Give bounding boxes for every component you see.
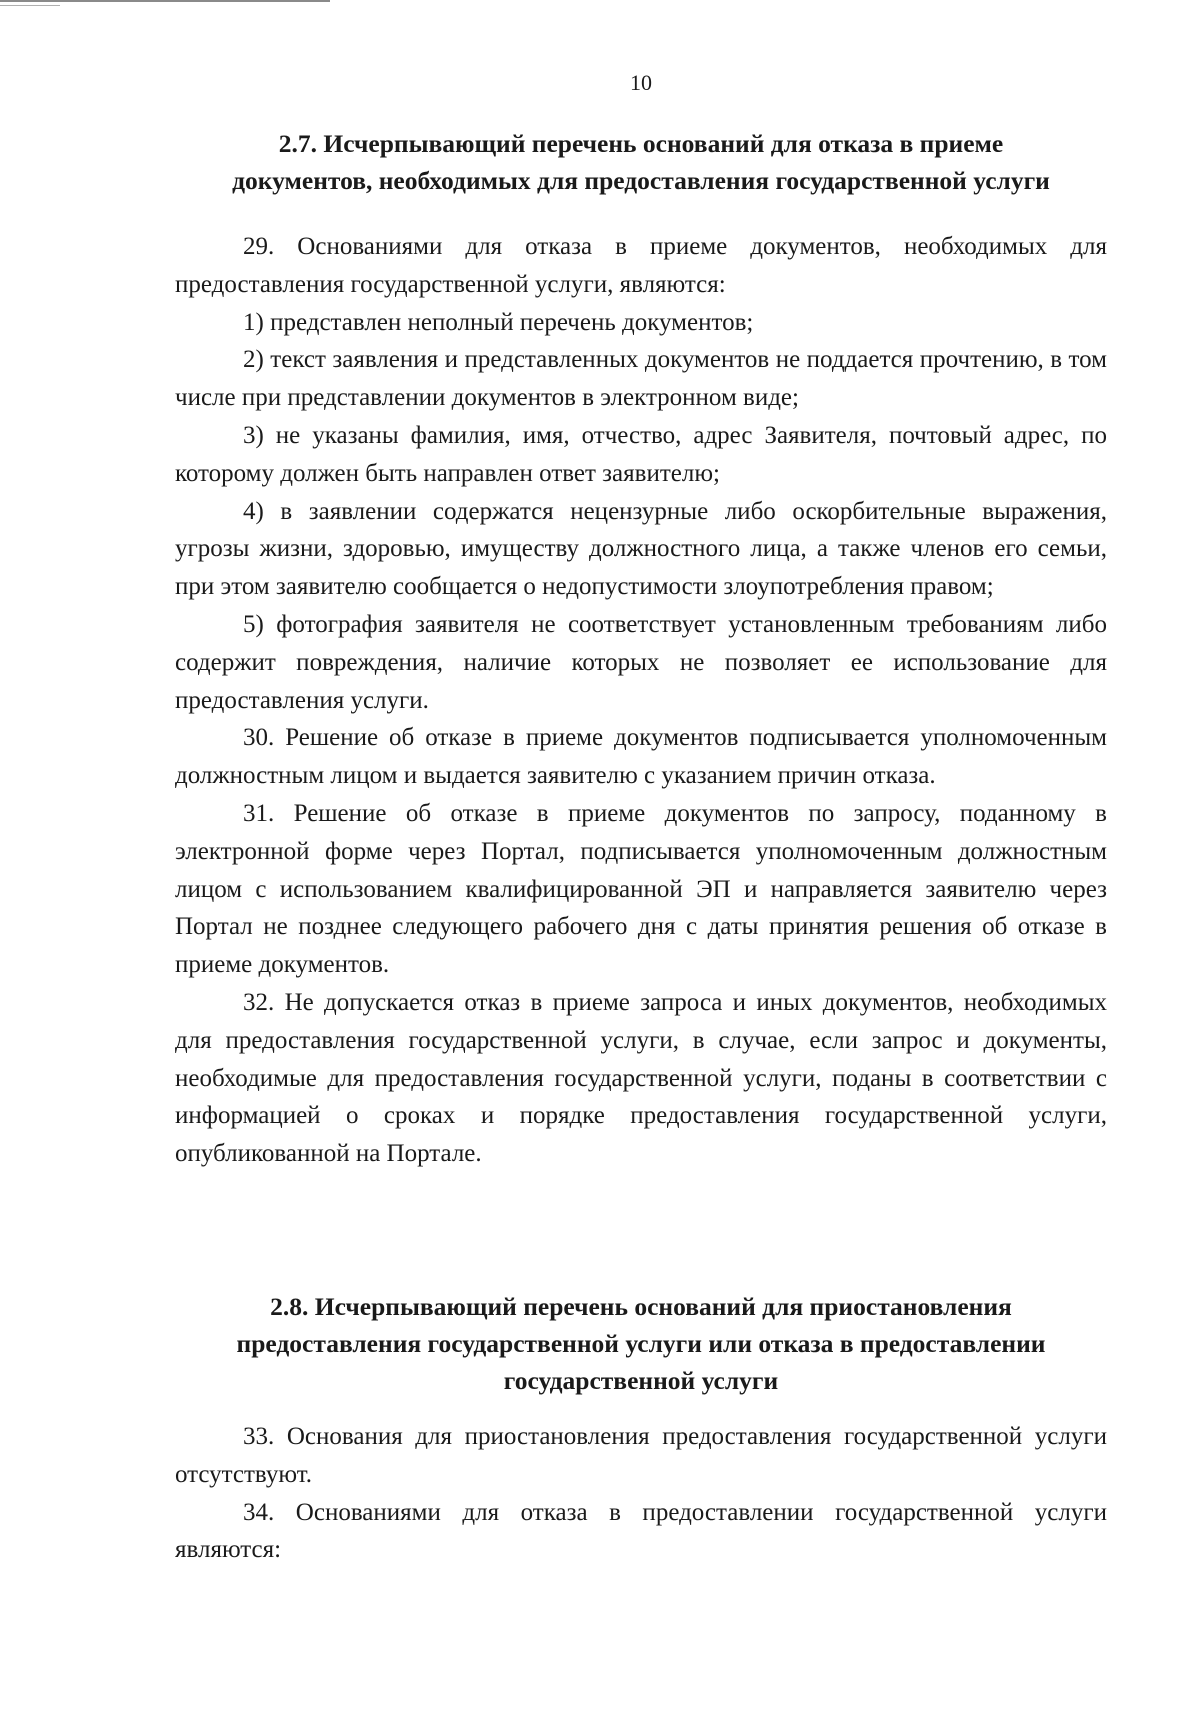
- list-item-5: 5) фотография заявителя не соответствует установленным требованиям либо содержит повреждения, наличие которых не позволяет ее использование для предоставления услуги.: [175, 610, 1107, 714]
- list-item-3: 3) не указаны фамилия, имя, отчество, адрес Заявителя, почтовый адрес, по которому должен быть направлен ответ заявителю;: [175, 421, 1107, 487]
- paragraph-29: 29. Основаниями для отказа в приеме документов, необходимых для предоставления государственной услуги, являются:: [175, 233, 1107, 298]
- section-body-2-7: [175, 228, 1107, 1173]
- heading-line: 2.8. Исчерпывающий перечень оснований для приостановления: [270, 1292, 1012, 1321]
- page-number: 10: [630, 70, 652, 95]
- section-heading-2-7: [175, 125, 1107, 199]
- paragraph-31: 31. Решение об отказе в приеме документов по запросу, поданному в электронной форме через Портал, подписывается уполномоченным должностным лицом с использованием квалифицированной ЭП и направляется заявителю через Портал не позднее следующего рабочего дня с даты принятия решения об отказе в приеме документов.: [175, 799, 1107, 979]
- list-item-2: 2) текст заявления и представленных документов не поддается прочтению, в том числе при представлении документов в электронном виде;: [175, 346, 1107, 412]
- heading-line: документов, необходимых для предоставления государственной услуги: [232, 166, 1050, 195]
- heading-line: 2.7. Исчерпывающий перечень оснований для отказа в приеме: [278, 129, 1004, 158]
- scan-artifact-line: [0, 0, 330, 2]
- scan-artifact-line: [0, 5, 60, 6]
- paragraph-32: 32. Не допускается отказ в приеме запроса и иных документов, необходимых для предоставления государственной услуги, в случае, если запрос и документы, необходимые для предоставления государственной услуги, поданы в соответствии с информацией о сроках и порядке предоставления государственной услуги, опубликованной на Портале.: [175, 988, 1107, 1168]
- list-item-1: 1) представлен неполный перечень документов;: [243, 308, 754, 336]
- section-heading-2-8: [175, 1288, 1107, 1399]
- section-body-2-8: [175, 1418, 1107, 1569]
- heading-line: предоставления государственной услуги или отказа в предоставлении: [236, 1329, 1046, 1358]
- paragraph-30: 30. Решение об отказе в приеме документов подписывается уполномоченным должностным лицом и выдается заявителю с указанием причин отказа.: [175, 724, 1107, 790]
- paragraph-34: 34. Основаниями для отказа в предоставлении государственной услуги являются:: [175, 1498, 1107, 1564]
- heading-line: государственной услуги: [503, 1366, 779, 1395]
- paragraph-33: 33. Основания для приостановления предоставления государственной услуги отсутствуют.: [175, 1423, 1107, 1488]
- list-item-4: 4) в заявлении содержатся нецензурные либо оскорбительные выражения, угрозы жизни, здоровью, имуществу должностного лица, а также членов его семьи, при этом заявителю сообщается о недопустимости злоупотребления правом;: [175, 497, 1107, 601]
